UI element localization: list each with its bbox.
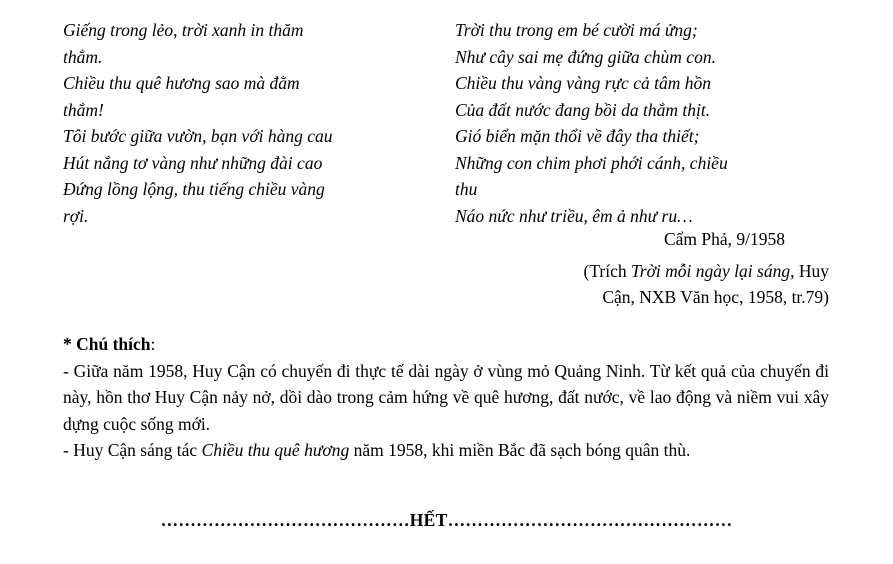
citation-prefix: (Trích: [583, 261, 632, 281]
poem-place-date: Cẩm Phả, 9/1958: [663, 229, 785, 249]
poem-left-column: [63, 17, 443, 229]
note-paragraph-2: [63, 437, 829, 464]
end-label: HẾT: [409, 510, 448, 530]
notes-title: * Chú thích: [63, 334, 151, 354]
notes-title-colon: :: [150, 334, 156, 354]
citation-suffix: , Huy: [790, 261, 829, 281]
poem-line: thẳm.: [63, 46, 103, 67]
citation-line-2: Cận, NXB Văn học, 1958, tr.79): [602, 287, 829, 307]
poem-line: Tôi bước giữa vườn, bạn với hàng cau: [63, 126, 333, 146]
poem-line: Đứng lồng lộng, thu tiếng chiều vàng: [63, 179, 325, 199]
source-citation: [455, 258, 829, 310]
poem-right-column: [455, 17, 845, 251]
note-paragraph-1: - Giữa năm 1958, Huy Cận có chuyến đi thực tế dài ngày ở vùng mỏ Quảng Ninh. Từ kết quả của chuyến đi này, hồn thơ Huy Cận nảy nở, dồi dào trong cảm hứng về quê hương, đất nước, về lao động và niềm vui xây dựng cuộc sống mới.: [63, 360, 829, 434]
poem-line: Những con chim phơi phới cánh, chiều: [455, 152, 728, 173]
note-2-suffix: năm 1958, khi miền Bắc đã sạch bóng quân thù.: [349, 440, 691, 460]
poem-line: Trời thu trong em bé cười má ửng;: [455, 20, 698, 40]
poem-line: Như cây sai mẹ đứng giữa chùm con.: [455, 46, 716, 67]
poem-line: Chiều thu vàng vàng rực cả tâm hồn: [455, 73, 711, 93]
poem-line: Hút nắng tơ vàng như những đài cao: [63, 152, 323, 173]
poem-line: Giếng trong lẻo, trời xanh in thăm: [63, 20, 304, 40]
end-marker: [0, 510, 893, 531]
poem-line: thu: [455, 179, 478, 199]
note-2-poem-title: Chiều thu quê hương: [201, 440, 350, 460]
poem-line: thắm!: [63, 99, 104, 120]
end-dots-right: …………………………………………: [447, 510, 733, 530]
poem-line: rợi.: [63, 205, 89, 226]
poem-line: Gió biển mặn thổi về đây tha thiết;: [455, 126, 700, 146]
citation-book-title: Trời mỗi ngày lại sáng: [631, 261, 791, 281]
poem-line: Chiều thu quê hương sao mà đằm: [63, 73, 300, 93]
poem-line: Của đất nước đang bồi da thắm thịt.: [455, 99, 711, 120]
poem-line: Náo nức như triều, êm ả như ru…: [455, 205, 693, 226]
citation-line-1: [455, 258, 829, 284]
notes-section: [63, 331, 829, 464]
note-2-prefix: - Huy Cận sáng tác: [63, 440, 202, 460]
notes-heading: [63, 331, 829, 358]
end-dots-left: ……………………………………: [160, 510, 410, 530]
